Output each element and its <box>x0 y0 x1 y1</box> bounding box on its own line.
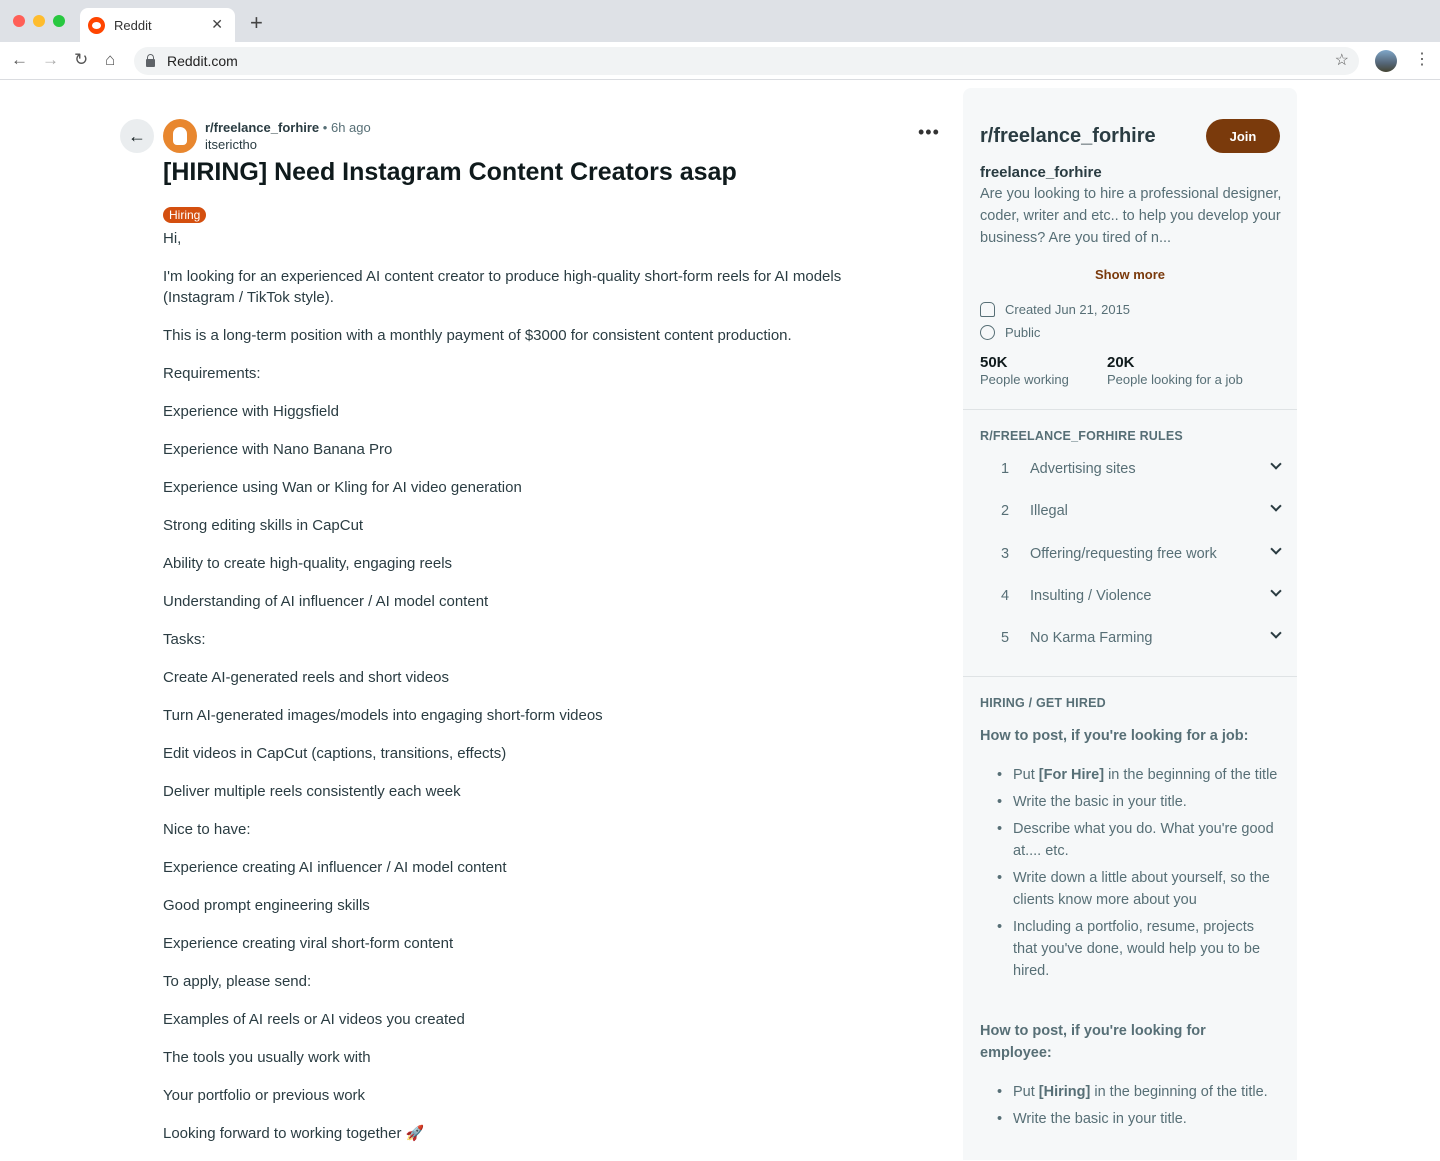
browser-toolbar <box>0 42 1440 80</box>
item-text: Including a portfolio, resume, projects that you've done, would help you to be hired. <box>1013 919 1261 979</box>
post-paragraph: Experience with Higgsfield <box>163 403 339 420</box>
close-window-button[interactable] <box>13 15 25 27</box>
post-paragraph: Nice to have: <box>163 821 251 838</box>
post-paragraph: Understanding of AI influencer / AI model content <box>163 593 489 610</box>
post-paragraph: Strong editing skills in CapCut <box>163 517 364 534</box>
rule-number: 2 <box>1001 503 1010 520</box>
community-title: freelance_forhire <box>980 164 1102 181</box>
rule-label: Illegal <box>1030 503 1068 520</box>
item-text: Put <box>1013 1084 1039 1100</box>
post-paragraph: Your portfolio or previous work <box>163 1087 366 1104</box>
post-time: • 6h ago <box>322 120 371 135</box>
list-item <box>997 916 1282 982</box>
community-sidebar <box>963 88 1297 1160</box>
rule-number: 1 <box>1001 461 1010 477</box>
item-text: Describe what you do. What you're good at.... etc. <box>1013 821 1274 859</box>
post-paragraph: Experience creating AI influencer / AI model content <box>163 859 507 876</box>
cake-icon <box>980 302 995 317</box>
post-paragraph: Deliver multiple reels consistently each week <box>163 783 461 800</box>
employee-list <box>997 1081 1282 1135</box>
post-paragraph: Requirements: <box>163 365 261 382</box>
home-icon[interactable]: ⌂ <box>105 50 116 69</box>
list-item <box>997 818 1282 862</box>
post-paragraph: Experience using Wan or Kling for AI video generation <box>163 479 522 496</box>
post-paragraph: The tools you usually work with <box>163 1049 371 1066</box>
globe-icon <box>980 325 995 340</box>
divider <box>963 676 1297 677</box>
list-item <box>997 764 1282 786</box>
post-paragraph: Good prompt engineering skills <box>163 897 370 914</box>
post-paragraph: Looking forward to working together 🚀 <box>163 1125 425 1142</box>
rule-number: 4 <box>1001 587 1010 604</box>
rule-item[interactable] <box>980 543 1280 565</box>
rule-item[interactable] <box>980 627 1280 649</box>
forward-arrow-icon[interactable]: → <box>42 50 59 69</box>
post-body <box>163 228 893 1161</box>
hiring-heading: HIRING / GET HIRED <box>980 696 1106 710</box>
item-text: Write the basic in your title. <box>1013 794 1187 810</box>
item-text: Write the basic in your title. <box>1013 1111 1187 1127</box>
back-arrow-icon[interactable]: ← <box>11 50 28 69</box>
rule-number: 3 <box>1001 545 1010 562</box>
tab-title: Reddit <box>114 17 152 33</box>
post-title: [HIRING] Need Instagram Content Creators asap <box>163 158 737 186</box>
visibility-label: Public <box>1005 325 1041 340</box>
maximize-window-button[interactable] <box>53 15 65 27</box>
lock-icon <box>146 59 155 67</box>
rules-heading: R/FREELANCE_FORHIRE RULES <box>980 429 1183 443</box>
stat-value: 50K <box>980 354 1008 371</box>
rule-number: 5 <box>1001 630 1010 647</box>
browser-menu-icon[interactable]: ⋮ <box>1414 51 1430 68</box>
subreddit-avatar[interactable] <box>163 119 197 153</box>
item-text: Write down a little about yourself, so the clients know more about you <box>1013 870 1270 908</box>
post-paragraph: Experience creating viral short-form content <box>163 935 454 952</box>
post-paragraph: Experience with Nano Banana Pro <box>163 441 393 458</box>
community-name: r/freelance_forhire <box>980 125 1156 147</box>
stat-label: People looking for a job <box>1107 372 1243 387</box>
item-text: in the beginning of the title. <box>1090 1084 1268 1100</box>
item-text: Put <box>1013 767 1039 783</box>
stat-value: 20K <box>1107 354 1135 371</box>
bookmark-star-icon[interactable]: ☆ <box>1334 52 1349 69</box>
post-paragraph: Create AI-generated reels and short videos <box>163 669 450 686</box>
back-button[interactable] <box>120 119 154 153</box>
chevron-down-icon[interactable] <box>1270 543 1281 554</box>
visibility-info <box>980 325 1040 340</box>
chevron-down-icon[interactable] <box>1270 628 1281 639</box>
stat-online <box>1107 354 1243 389</box>
post-meta <box>205 120 371 152</box>
rule-item[interactable] <box>980 500 1280 522</box>
address-bar[interactable] <box>134 47 1359 75</box>
job-list <box>997 764 1282 987</box>
post-paragraph: Turn AI-generated images/models into engaging short-form videos <box>163 707 603 724</box>
post-paragraph: Ability to create high-quality, engaging reels <box>163 555 453 572</box>
post-paragraph: Edit videos in CapCut (captions, transitions, effects) <box>163 745 507 762</box>
stat-label: People working <box>980 372 1069 387</box>
author-link[interactable]: itserictho <box>205 137 258 152</box>
list-item <box>997 867 1282 911</box>
tab-bar <box>0 0 1440 42</box>
post-paragraph: To apply, please send: <box>163 973 312 990</box>
chevron-down-icon[interactable] <box>1270 501 1281 512</box>
browser-tab[interactable] <box>80 8 235 42</box>
subreddit-link[interactable]: r/freelance_forhire <box>205 120 320 135</box>
close-tab-icon[interactable]: ✕ <box>211 16 223 32</box>
post-paragraph: I'm looking for an experienced AI content creator to produce high-quality short-form reels for AI models (Instagram / TikTok style). <box>163 268 842 306</box>
item-text: in the beginning of the title <box>1104 767 1278 783</box>
rule-item[interactable] <box>980 458 1280 480</box>
chevron-down-icon[interactable] <box>1270 458 1281 469</box>
post-paragraph: Hi, <box>163 230 182 247</box>
join-button[interactable]: Join <box>1206 119 1280 153</box>
list-item <box>997 1108 1282 1130</box>
more-options-icon[interactable]: ••• <box>918 122 940 142</box>
post-paragraph: Tasks: <box>163 631 206 648</box>
stat-members <box>980 354 1069 389</box>
reddit-favicon-icon <box>88 17 105 34</box>
profile-avatar[interactable] <box>1375 50 1397 72</box>
job-heading: How to post, if you're looking for a job: <box>980 728 1249 744</box>
list-item <box>997 791 1282 813</box>
divider <box>963 409 1297 410</box>
show-more-button[interactable]: Show more <box>1094 267 1166 282</box>
rule-label: Insulting / Violence <box>1030 587 1152 604</box>
arrow-left-icon: ← <box>128 125 146 146</box>
url-text: Reddit.com <box>167 53 238 69</box>
item-bold: [For Hire] <box>1038 767 1105 783</box>
list-item <box>997 1081 1282 1103</box>
new-tab-icon[interactable]: + <box>250 10 263 35</box>
post-paragraph: This is a long-term position with a monthly payment of $3000 for consistent content production. <box>163 327 792 344</box>
chevron-down-icon[interactable] <box>1270 585 1281 596</box>
post-paragraph: Examples of AI reels or AI videos you created <box>163 1011 465 1028</box>
created-info <box>980 302 1130 317</box>
minimize-window-button[interactable] <box>33 15 45 27</box>
community-description: Are you looking to hire a professional designer, coder, writer and etc.. to help you develop your business? Are you tired of n... <box>980 186 1282 246</box>
item-bold: [Hiring] <box>1038 1084 1091 1100</box>
rule-label: Advertising sites <box>1030 461 1136 477</box>
rule-label: No Karma Farming <box>1030 630 1153 647</box>
reload-icon[interactable]: ↻ <box>74 50 89 69</box>
rule-item[interactable] <box>980 585 1280 607</box>
employee-heading: How to post, if you're looking for employee: <box>980 1023 1206 1061</box>
created-date: Created Jun 21, 2015 <box>1005 302 1131 317</box>
rule-label: Offering/requesting free work <box>1030 545 1217 562</box>
flair-badge[interactable]: Hiring <box>163 207 206 223</box>
